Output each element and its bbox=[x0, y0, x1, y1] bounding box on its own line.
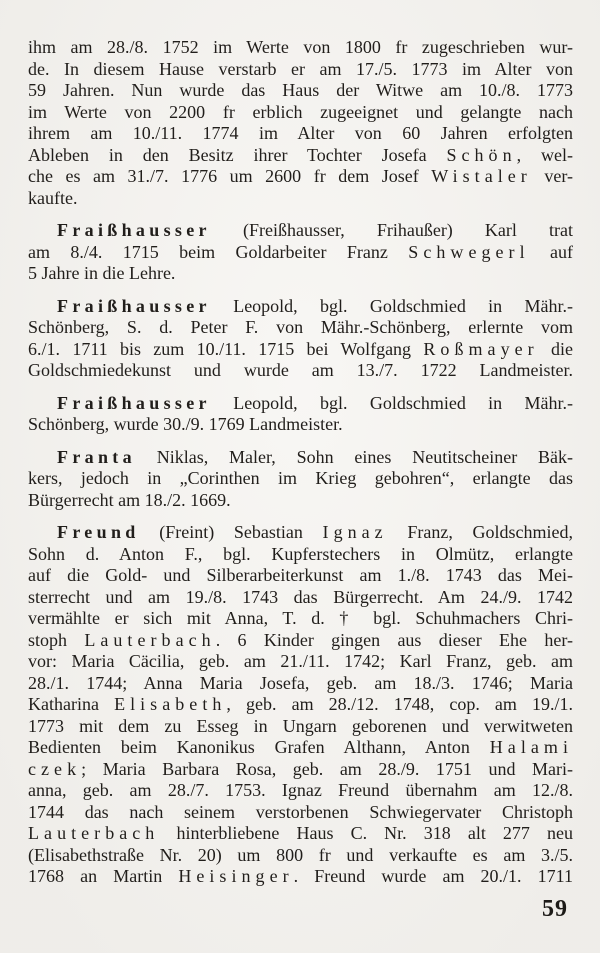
text-line bbox=[28, 123, 573, 145]
text-run: ; Maria Barbara Rosa, geb. am 28./9. 1751 und Mari- bbox=[81, 758, 573, 779]
text-run: Schön bbox=[446, 144, 517, 165]
text-line bbox=[28, 845, 573, 867]
text-run: ihm am 28./8. 1752 im Werte von 1800 fr zugeschrieben wur- bbox=[28, 37, 573, 57]
text-line bbox=[28, 694, 573, 716]
text-line bbox=[28, 59, 573, 81]
text-run: . 6 Kinder gingen aus dieser Ehe her- bbox=[215, 629, 573, 650]
text-run: Lauterbach bbox=[84, 629, 216, 650]
text-line bbox=[28, 37, 573, 59]
paragraph bbox=[28, 296, 573, 382]
text-line bbox=[28, 587, 573, 609]
text-run: auf die Gold- und Silberarbeiterkunst am 1./8. 1743 das Mei- bbox=[28, 565, 573, 585]
text-run: Lauterbach bbox=[28, 823, 160, 843]
text-line bbox=[28, 608, 573, 630]
entry-headword: Freund bbox=[57, 522, 140, 542]
text-run: 5 Jahre in die Lehre. bbox=[28, 263, 176, 283]
text-line bbox=[28, 360, 573, 382]
text-run: Wistaler bbox=[431, 166, 532, 186]
text-line bbox=[28, 296, 573, 318]
text-run: , geb. am 28./12. 1748, cop. am 19./1. bbox=[226, 694, 573, 714]
paragraph bbox=[28, 37, 573, 209]
text-line bbox=[28, 866, 573, 888]
text-run: 1768 an Martin bbox=[28, 866, 179, 886]
text-line bbox=[28, 188, 573, 210]
text-run: Goldschmiedekunst und wurde am 13./7. 1722 Landmeister. bbox=[28, 360, 573, 380]
text-run: , wel- bbox=[516, 144, 573, 165]
text-run: Halami bbox=[489, 737, 573, 757]
text-line bbox=[28, 630, 573, 652]
text-line bbox=[28, 145, 573, 167]
paragraph bbox=[28, 220, 573, 285]
text-line bbox=[28, 716, 573, 738]
text-run: Leopold, bgl. Goldschmied in Mähr.- bbox=[210, 295, 573, 316]
text-line bbox=[28, 102, 573, 124]
text-run: hinterbliebene Haus C. Nr. 318 alt 277 neu bbox=[159, 823, 573, 843]
text-line bbox=[28, 447, 573, 469]
text-line bbox=[28, 339, 573, 361]
text-run: Bürgerrecht am 18./2. 1669. bbox=[28, 489, 231, 510]
text-line bbox=[28, 490, 573, 512]
text-run: vermählte er sich mit Anna, T. d. † bgl. Schuhmachers Chri- bbox=[28, 608, 573, 628]
text-run: vor: Maria Cäcilia, geb. am 21./11. 1742; Karl Franz, geb. am bbox=[28, 651, 573, 671]
text-line bbox=[28, 737, 573, 759]
text-line bbox=[28, 393, 573, 415]
text-run: Elisabeth bbox=[114, 694, 227, 714]
text-run: Katharina bbox=[28, 694, 115, 714]
text-line bbox=[28, 166, 573, 188]
text-line bbox=[28, 780, 573, 802]
text-run: sterrecht und am 19./8. 1743 das Bürgerrecht. Am 24./9. 1742 bbox=[28, 586, 573, 607]
text-run: 1744 das nach seinem verstorbenen Schwiegervater Christoph bbox=[28, 801, 573, 822]
text-run: Bedienten beim Kanonikus Grafen Althann, Anton bbox=[28, 737, 490, 757]
paragraph bbox=[28, 522, 573, 888]
text-line bbox=[28, 317, 573, 339]
text-run: Leopold, bgl. Goldschmied in Mähr.- bbox=[210, 392, 573, 413]
text-line bbox=[28, 263, 573, 285]
text-run: 59 Jahren. Nun wurde das Haus der Witwe am 10./8. 1773 bbox=[28, 80, 573, 100]
text-run: Ableben in den Besitz ihrer Tochter Josefa bbox=[28, 144, 447, 165]
text-run: Schönberg, S. d. Peter F. von Mähr.-Schönberg, erlernte vom bbox=[28, 317, 573, 337]
text-run: che es am 31./7. 1776 um 2600 fr dem Josef bbox=[28, 166, 432, 186]
text-line bbox=[28, 522, 573, 544]
paragraph bbox=[28, 447, 573, 512]
text-run: die bbox=[538, 338, 573, 359]
text-run: (Freißhausser, Frihaußer) Karl trat bbox=[210, 220, 573, 240]
text-run: 1773 mit dem zu Esseg in Ungarn geborenen und verwitweten bbox=[28, 715, 573, 736]
text-run: 6./1. 1711 bis zum 10./11. 1715 bei Wolfgang bbox=[28, 338, 424, 359]
text-line bbox=[28, 565, 573, 587]
text-run: (Freint) Sebastian bbox=[139, 522, 323, 542]
text-run: kers, jedoch in „Corinthen im Krieg gebohren“, erlangte das bbox=[28, 468, 573, 488]
text-line bbox=[28, 759, 573, 781]
text-line bbox=[28, 80, 573, 102]
text-run: czek bbox=[28, 758, 82, 779]
text-run: Schwegerl bbox=[408, 241, 530, 262]
text-line bbox=[28, 414, 573, 436]
text-run: Schönberg, wurde 30./9. 1769 Landmeister. bbox=[28, 414, 343, 434]
entry-headword: Fraißhausser bbox=[57, 392, 211, 413]
text-run: im Werte von 2200 fr erblich zugeeignet und gelangte nach bbox=[28, 101, 573, 122]
paragraph bbox=[28, 393, 573, 436]
text-run: Sohn d. Anton F., bgl. Kupferstechers in Olmütz, erlangte bbox=[28, 543, 573, 564]
text-line bbox=[28, 544, 573, 566]
text-run: auf bbox=[529, 241, 573, 262]
text-run: de. In diesem Hause verstarb er am 17./5. 1773 im Alter von bbox=[28, 58, 573, 79]
text-run: Roßmayer bbox=[423, 338, 539, 359]
text-run: ver- bbox=[531, 166, 573, 186]
text-run: Niklas, Maler, Sohn eines Neutitscheiner Bäk- bbox=[135, 446, 573, 467]
text-run: kaufte. bbox=[28, 187, 78, 208]
text-line bbox=[28, 802, 573, 824]
text-run: (Elisabethstraße Nr. 20) um 800 fr und verkaufte es am 3./5. bbox=[28, 844, 573, 865]
text-run: Heisinger bbox=[178, 866, 294, 886]
text-line bbox=[28, 468, 573, 490]
entry-headword: Fraißhausser bbox=[57, 220, 211, 240]
text-run: ihrem am 10./11. 1774 im Alter von 60 Jahren erfolgten bbox=[28, 123, 573, 143]
text-line bbox=[28, 673, 573, 695]
text-line bbox=[28, 823, 573, 845]
text-run: stoph bbox=[28, 629, 85, 650]
text-line bbox=[28, 220, 573, 242]
entry-headword: Fraißhausser bbox=[57, 295, 211, 316]
text-line bbox=[28, 242, 573, 264]
entry-headword: Franta bbox=[57, 446, 136, 467]
page-number: 59 bbox=[542, 896, 568, 922]
text-line bbox=[28, 651, 573, 673]
text-block bbox=[28, 37, 573, 899]
text-run: Franz, Goldschmied, bbox=[387, 522, 573, 542]
text-run: am 8./4. 1715 beim Goldarbeiter Franz bbox=[28, 241, 409, 262]
text-run: Ignaz bbox=[322, 522, 388, 542]
text-run: anna, geb. am 28./7. 1753. Ignaz Freund übernahm am 12./8. bbox=[28, 780, 573, 800]
text-run: . Freund wurde am 20./1. 1711 bbox=[293, 866, 573, 886]
text-run: 28./1. 1744; Anna Maria Josefa, geb. am 18./3. 1746; Maria bbox=[28, 672, 573, 693]
